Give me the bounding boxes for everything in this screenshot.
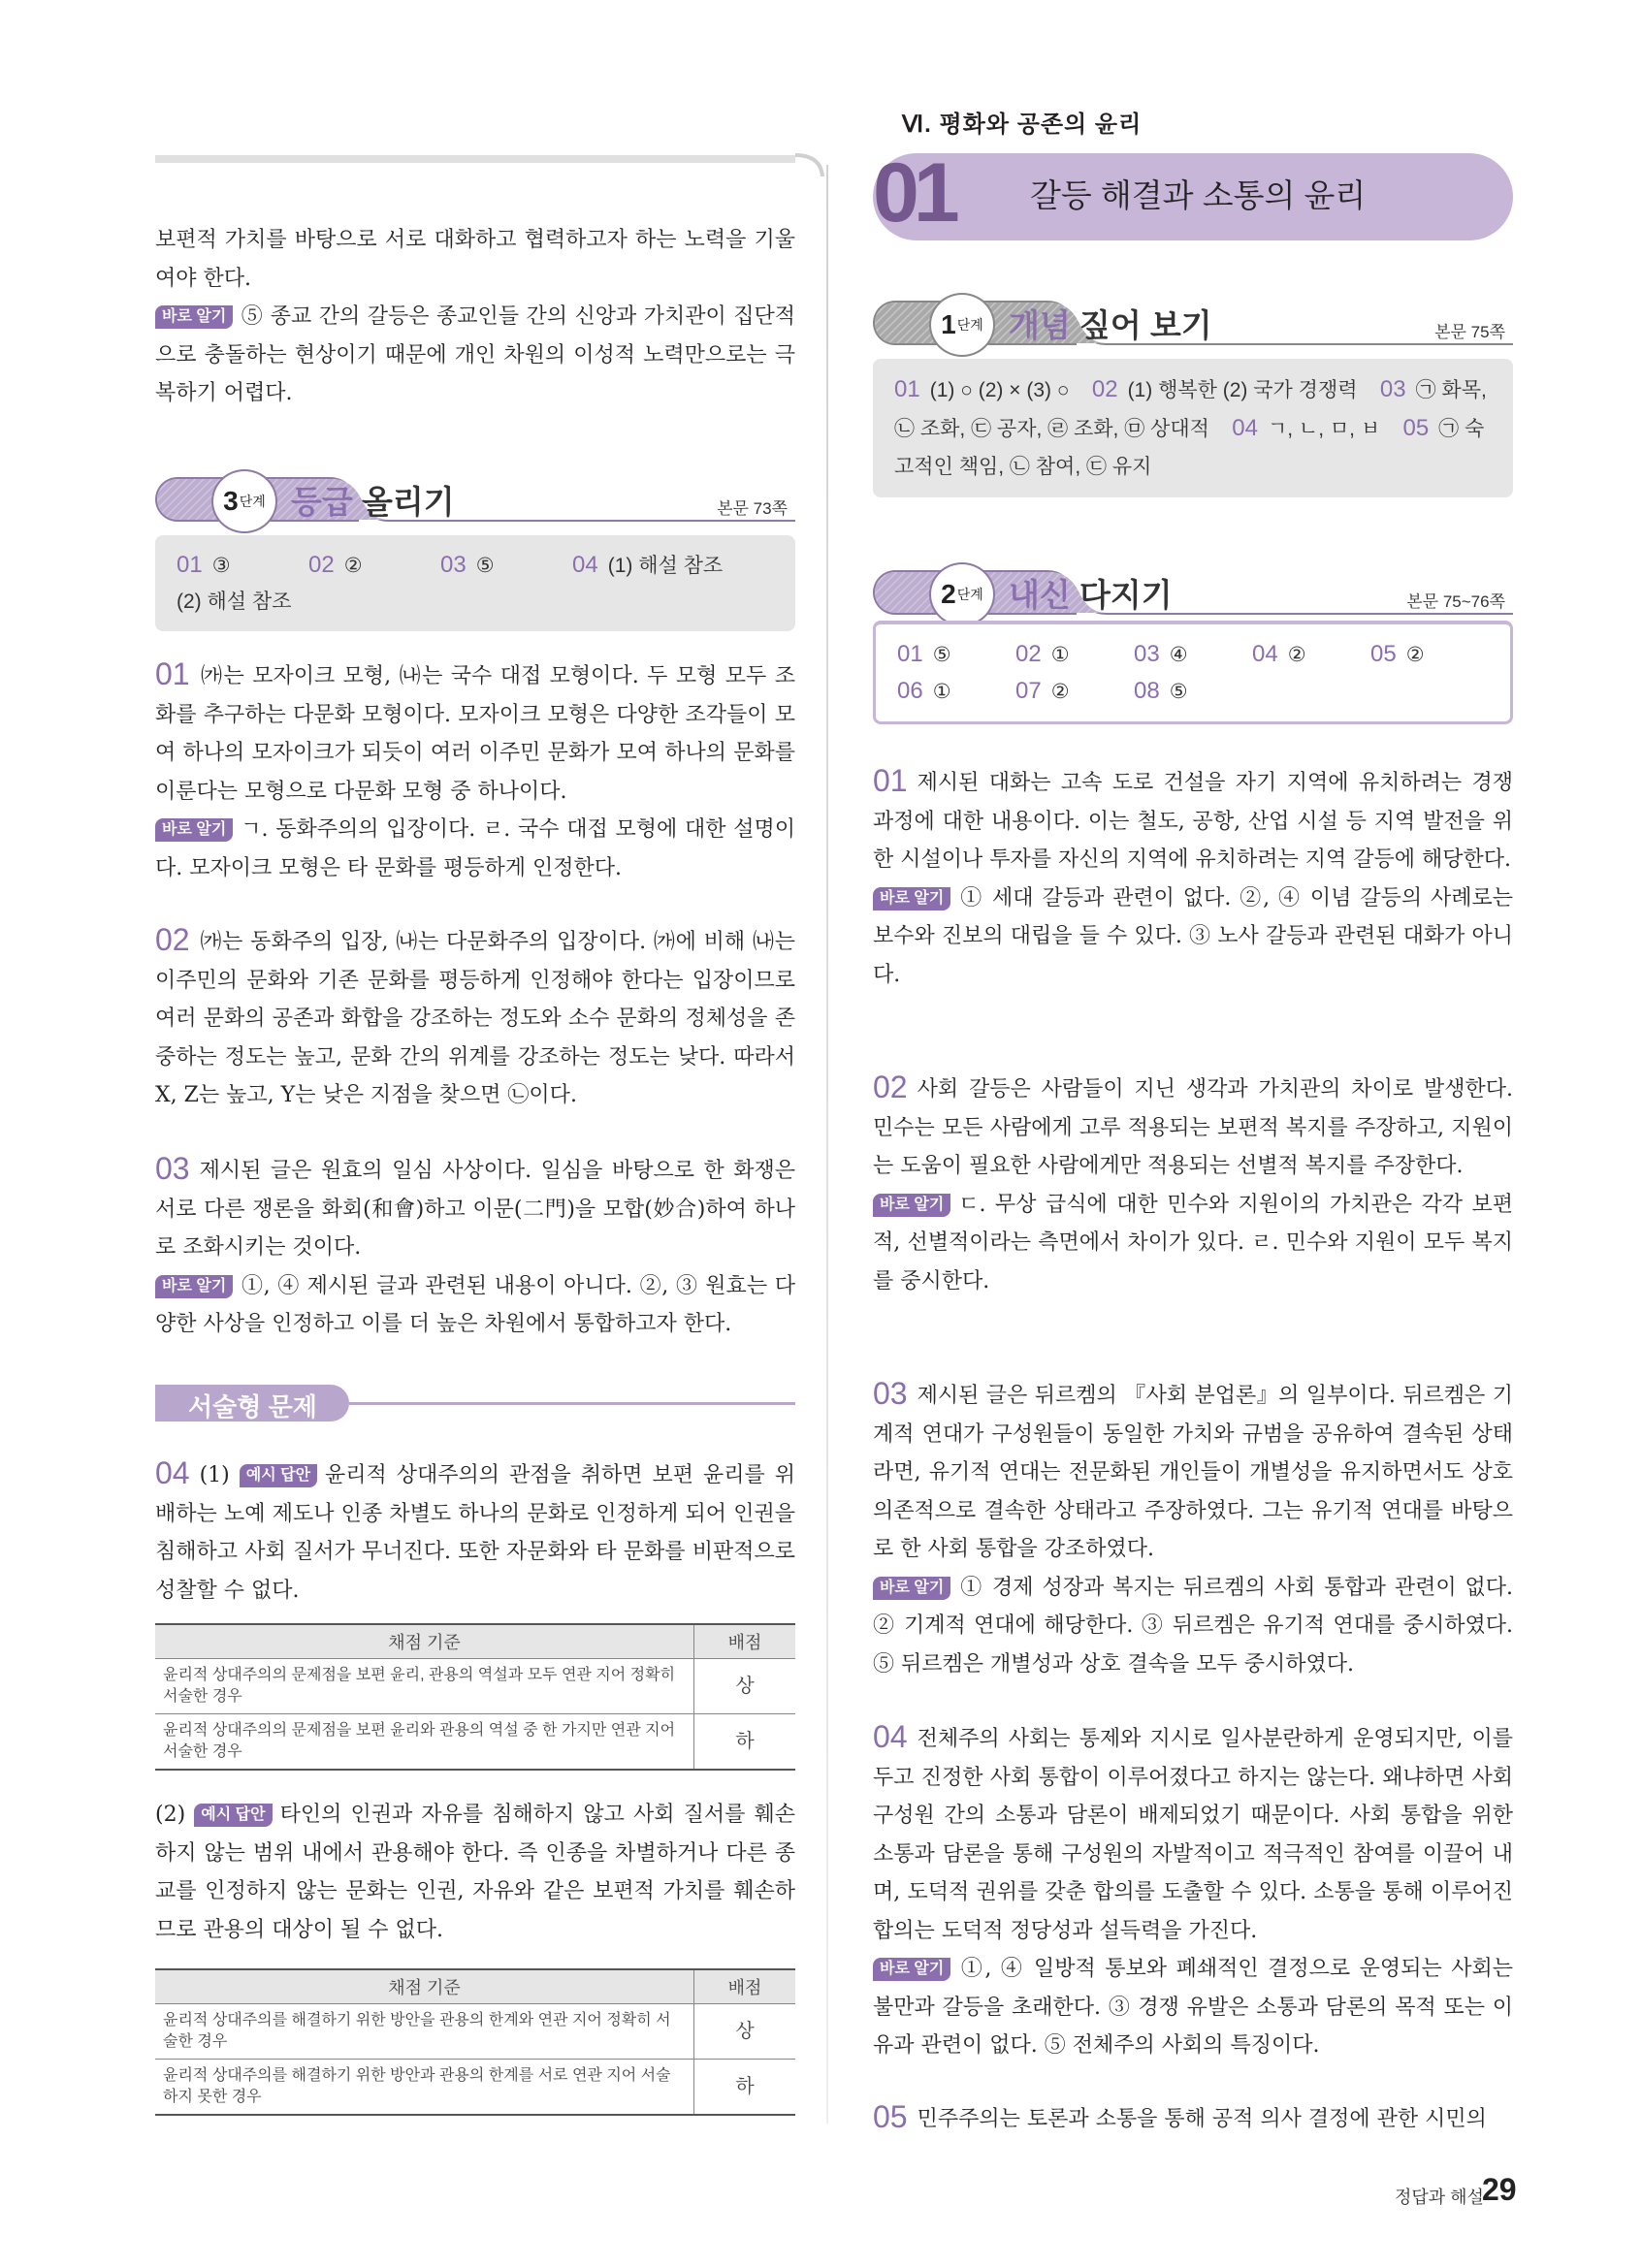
stage3-answer-extra: (2) 해설 참조 — [177, 591, 292, 613]
unit-title: Ⅵ. 평화와 공존의 윤리 — [902, 112, 1143, 138]
answer-item: 02 ① — [1015, 641, 1070, 667]
item-text: 민주주의는 토론과 소통을 통해 공적 의사 결정에 관한 시민의 — [917, 2107, 1487, 2131]
essay-header-text: 서술형 문제 — [188, 1392, 317, 1421]
column-divider — [826, 165, 828, 2124]
item-text: 제시된 글은 원효의 일심 사상이다. 일심을 바탕으로 한 화쟁은 서로 다른 쟁론을 화회(和會)하고 이문(二門)을 모합(妙合)하여 하나로 조화시키는 것이다. — [155, 1159, 795, 1260]
intro-note-text: ⑤ 종교 간의 갈등은 종교인들 간의 신앙과 가치관이 집단적으로 충돌하는 현상이기 때문에 개인 차원의 이성적 노력만으로는 극복하기 어렵다. — [155, 304, 795, 405]
answer-item: 04 ② — [1252, 641, 1306, 667]
essay-q04-1 — [155, 1454, 795, 1610]
essay-q04-2 — [155, 1796, 795, 1949]
item-number: 02 — [873, 1070, 908, 1104]
score-cell: 하 — [694, 2060, 796, 2116]
item-number: 05 — [873, 2099, 908, 2134]
stage1-answer-box — [873, 359, 1513, 497]
item-number: 03 — [873, 1376, 908, 1411]
stage1-name: 개념 짚어 보기 — [1009, 307, 1212, 343]
left-item-02 — [155, 921, 795, 1115]
criterion-cell: 윤리적 상대주의를 해결하기 위한 방안을 관용의 한계와 연관 지어 정확히 서술한 경우 — [155, 2004, 694, 2060]
right-item-03 — [873, 1375, 1513, 1683]
answer-item: 03 ㉠ 화목, ㉡ 조화, ㉢ 공자, ㉣ 조화, ㉤ 상대적 — [894, 376, 1487, 440]
correction-tag: 바로 알기 — [155, 1275, 233, 1298]
stage2-header — [873, 562, 1513, 623]
left-item-03 — [155, 1150, 795, 1344]
example-answer-tag: 예시 답안 — [240, 1464, 317, 1487]
stage3-header — [155, 469, 795, 529]
answer-item: 04 ㄱ, ㄴ, ㅁ, ㅂ — [1232, 415, 1381, 441]
item-text: 제시된 글은 뒤르켐의 『사회 분업론』의 일부이다. 뒤르켐은 기계적 연대가 구성원들이 동일한 가치와 규범을 공유하여 결속된 상태라면, 유기적 연대는 전문화된 개인들이 개별성을 유지하면서도 상호 의존적으로 결속한 상태라고 주장하였다. 그는 유기적 연대를 바탕으로 한 사회 통합을 강조하였다. — [873, 1384, 1513, 1561]
correction-tag: 바로 알기 — [155, 305, 233, 329]
table-header-row — [155, 1624, 795, 1659]
score-header: 배점 — [694, 1969, 796, 2004]
chapter-title: 갈등 해결과 소통의 윤리 — [1030, 177, 1367, 213]
criteria-header: 채점 기준 — [155, 1969, 694, 2004]
answer-text: 타인의 인권과 자유를 침해하지 않고 사회 질서를 훼손하지 않는 범위 내에서 관용해야 한다. 즉 인종을 차별하거나 다른 종교를 인정하지 않는 문화는 인권, 자유와 같은 보편적 가치를 훼손하므로 관용의 대상이 될 수 없다. — [155, 1803, 795, 1942]
answer-item: 02 (1) 행복한 (2) 국가 경쟁력 — [1091, 376, 1358, 402]
item-text: ㈎는 모자이크 모형, ㈏는 국수 대접 모형이다. 두 모형 모두 조화를 추구하는 다문화 모형이다. 모자이크 모형은 다양한 조각들이 모여 하나의 모자이크가 되듯이 여러 이주민 문화가 모여 하나의 문화를 이룬다는 모형으로 다문화 모형 중 하나이다. — [155, 664, 795, 804]
footer-label: 정답과 해설 — [1395, 2188, 1484, 2207]
criterion-cell: 윤리적 상대주의를 해결하기 위한 방안과 관용의 한계를 서로 연관 지어 서술하지 못한 경우 — [155, 2060, 694, 2116]
sub-number: (2) — [155, 1803, 186, 1827]
stage2-answer-grid — [897, 636, 1489, 710]
right-item-04 — [873, 1718, 1513, 2065]
answer-item: 03 ④ — [1134, 641, 1188, 667]
chapter-number: 01 — [873, 146, 954, 240]
correction-tag: 바로 알기 — [155, 818, 233, 842]
correction-tag: 바로 알기 — [873, 1194, 950, 1217]
item-text: 사회 갈등은 사람들이 지닌 생각과 가치관의 차이로 발생한다. 민수는 모든 사람에게 고루 적용되는 보편적 복지를 주장하고, 지원이는 도움이 필요한 사람에게만 적용되는 선별적 복지를 주장한다. — [873, 1077, 1513, 1178]
answer-item: 01 (1) ○ (2) × (3) ○ — [894, 376, 1070, 402]
table-row — [155, 1659, 795, 1714]
criterion-cell: 윤리적 상대주의의 문제점을 보편 윤리와 관용의 역설 중 한 가지만 연관 지어 서술한 경우 — [155, 1714, 694, 1771]
answer-item: 06 ① — [897, 678, 951, 704]
answer-item: 07 ② — [1015, 678, 1070, 704]
score-cell: 하 — [694, 1714, 796, 1771]
essay-header-line — [349, 1402, 795, 1405]
table-row — [155, 2060, 795, 2116]
table-row — [155, 2004, 795, 2060]
correction-tag: 바로 알기 — [873, 1577, 950, 1600]
stage3-answer-row — [177, 547, 774, 584]
item-number: 04 — [873, 1719, 908, 1754]
stage1-badge: 1 단계 — [929, 293, 995, 357]
score-cell: 상 — [694, 1659, 796, 1714]
stage3-name: 등급 올리기 — [291, 484, 455, 520]
scoring-table-1 — [155, 1623, 795, 1771]
top-decorative-rule — [155, 153, 824, 176]
right-item-02 — [873, 1069, 1513, 1300]
right-item-01 — [873, 762, 1513, 994]
item-note: ①, ④ 일방적 통보와 폐쇄적인 결정으로 운영되는 사회는 불만과 갈등을 초래한다. ③ 경쟁 유발은 소통과 담론의 목적 또는 이유과 관련이 없다. ⑤ 전체주의 사회의 특징이다. — [873, 1957, 1513, 2058]
correction-tag: 바로 알기 — [873, 887, 950, 910]
scoring-table-2 — [155, 1968, 795, 2116]
stage3-badge: 3 단계 — [211, 469, 277, 533]
stage1-page-ref: 본문 75쪽 — [1434, 323, 1505, 341]
stage2-page-ref: 본문 75~76쪽 — [1406, 592, 1505, 611]
table-header-row — [155, 1969, 795, 2004]
score-cell: 상 — [694, 2004, 796, 2060]
criterion-cell: 윤리적 상대주의의 문제점을 보편 윤리, 관용의 역설과 모두 연관 지어 정확히 서술한 경우 — [155, 1659, 694, 1714]
item-number: 01 — [873, 763, 908, 798]
item-text: 제시된 대화는 고속 도로 건설을 자기 지역에 유치하려는 경쟁 과정에 대한 내용이다. 이는 철도, 공항, 산업 시설 등 지역 발전을 위한 시설이나 투자를 자신의 지역에 유치하려는 지역 갈등에 해당한다. — [873, 771, 1513, 872]
intro-text: 보편적 가치를 바탕으로 서로 대화하고 협력하고자 하는 노력을 기울여야 한다. — [155, 228, 795, 291]
essay-section-header — [155, 1377, 795, 1429]
item-note: ㄱ. 동화주의의 입장이다. ㄹ. 국수 대접 모형에 대한 설명이다. 모자이크 모형은 타 문화를 평등하게 인정한다. — [155, 817, 795, 880]
stage3-answer-box — [155, 535, 795, 631]
item-number: 01 — [155, 656, 190, 691]
item-note: ①, ④ 제시된 글과 관련된 내용이 아니다. ②, ③ 원효는 다양한 사상을 인정하고 이를 더 높은 차원에서 통합하고자 한다. — [155, 1273, 795, 1336]
right-item-05 — [873, 2098, 1513, 2139]
answer-item: 08 ⑤ — [1134, 678, 1188, 704]
stage3-page-ref: 본문 73쪽 — [717, 499, 788, 518]
criteria-header: 채점 기준 — [155, 1624, 694, 1659]
left-item-01 — [155, 655, 795, 887]
sub-number: (1) — [199, 1463, 230, 1487]
answer-item: 02 ② — [308, 552, 363, 578]
answer-text: 윤리적 상대주의의 관점을 취하면 보편 윤리를 위배하는 노예 제도나 인종 차별도 하나의 문화로 인정하게 되어 인권을 침해하고 사회 질서가 무너진다. 또한 자문화와 타 문화를 비판적으로 성찰할 수 없다. — [155, 1463, 795, 1603]
item-note: ① 경제 성장과 복지는 뒤르켐의 사회 통합과 관련이 없다. ② 기계적 연대에 해당한다. ③ 뒤르켐은 유기적 연대를 중시하였다. ⑤ 뒤르켐은 개별성과 상호 결속을 모두 중시하였다. — [873, 1575, 1513, 1677]
intro-block — [155, 221, 795, 413]
intro-note — [155, 298, 795, 413]
stage2-answer-box — [873, 621, 1513, 724]
table-row — [155, 1714, 795, 1771]
item-number: 04 — [155, 1455, 190, 1490]
item-number: 03 — [155, 1151, 190, 1186]
item-note: ㄷ. 무상 급식에 대한 민수와 지원이의 가치관은 각각 보편적, 선별적이라는 측면에서 차이가 있다. ㄹ. 민수와 지원이 모두 복지를 중시한다. — [873, 1192, 1513, 1294]
answer-item: 05 ② — [1370, 641, 1425, 667]
answer-item: 01 ⑤ — [897, 641, 951, 667]
stage2-name: 내신 다지기 — [1009, 577, 1173, 613]
answer-item: 03 ⑤ — [440, 552, 495, 578]
answer-item: 05 ㉠ 숙고적인 책임, ㉡ 참여, ㉢ 유지 — [894, 415, 1485, 478]
answer-item: 01 ③ — [177, 552, 231, 578]
page-number: 29 — [1482, 2172, 1517, 2207]
stage1-header — [873, 293, 1513, 353]
item-number: 02 — [155, 922, 190, 957]
example-answer-tag: 예시 답안 — [194, 1804, 272, 1827]
item-text: ㈎는 동화주의 입장, ㈏는 다문화주의 입장이다. ㈎에 비해 ㈏는 이주민의 문화와 기존 문화를 평등하게 인정해야 한다는 입장이므로 여러 문화의 공존과 화합을 강조하는 정도와 소수 문화의 정체성을 존중하는 정도는 높고, 문화 간의 위계를 강조하는 정도는 낮다. 따라서 X, Z는 높고, Y는 낮은 지점을 찾으면 ㉡이다. — [155, 930, 795, 1107]
answer-item: 04 (1) 해설 참조 — [572, 552, 724, 578]
item-note: ① 세대 갈등과 관련이 없다. ②, ④ 이념 갈등의 사례로는 보수와 진보의 대립을 들 수 있다. ③ 노사 갈등과 관련된 대화가 아니다. — [873, 885, 1513, 987]
correction-tag: 바로 알기 — [873, 1958, 950, 1981]
item-text: 전체주의 사회는 통제와 지시로 일사분란하게 운영되지만, 이를 두고 진정한 사회 통합이 이루어졌다고 하지는 않는다. 왜냐하면 사회 구성원 간의 소통과 담론이 배제되었기 때문이다. 사회 통합을 위한 소통과 담론을 통해 구성원의 자발적이고 적극적인 참여를 이끌어 내며, 도덕적 권위를 갖춘 합의를 도출할 수 있다. 소통을 통해 이루어진 합의는 도덕적 정당성과 설득력을 가진다. — [873, 1727, 1513, 1943]
stage2-badge: 2 단계 — [929, 562, 995, 626]
score-header: 배점 — [694, 1624, 796, 1659]
